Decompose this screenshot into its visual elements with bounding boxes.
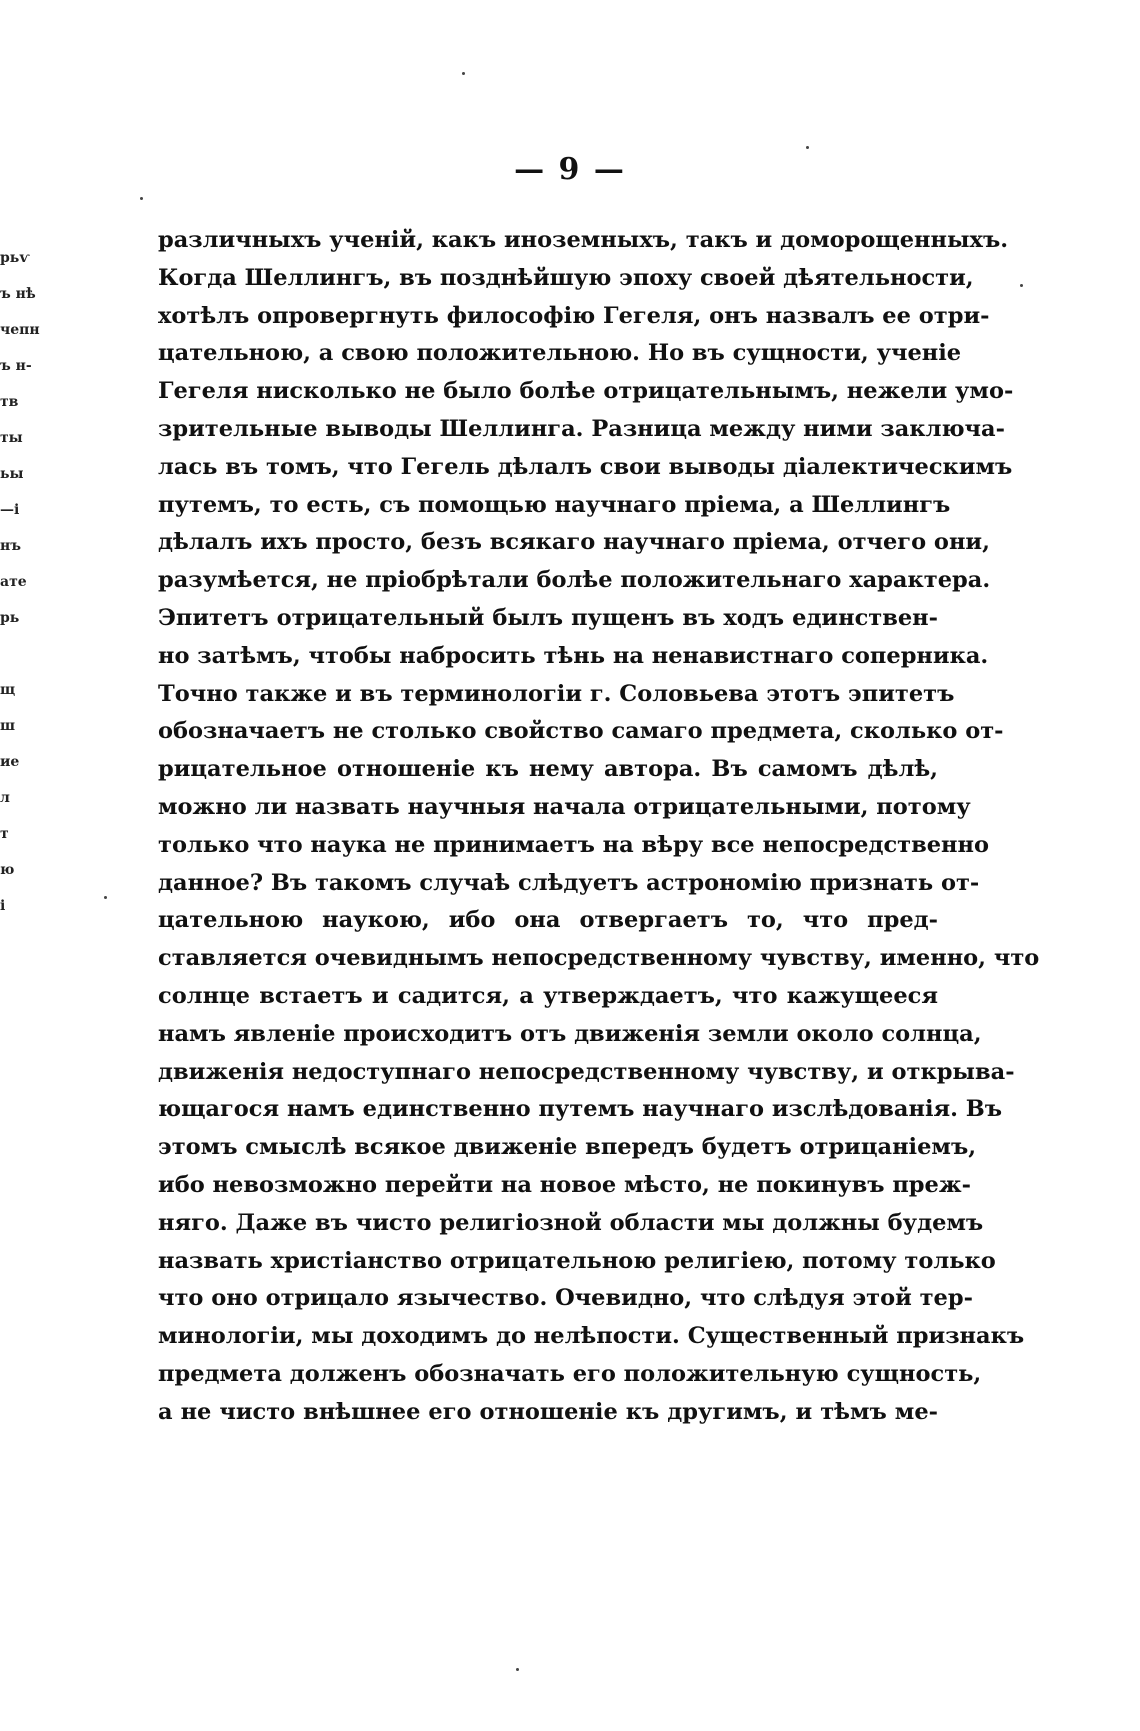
text-line: назвать христіанство отрицательною религіею, потому только: [158, 1247, 996, 1274]
bleed-mark: рьѵ: [0, 250, 30, 266]
text-line: этомъ смыслѣ всякое движеніе впередъ будетъ отрицаніемъ,: [158, 1134, 977, 1161]
bleed-mark: т: [0, 826, 9, 842]
text-line: но затѣмъ, чтобы набросить тѣнь на ненавистнаго соперника.: [158, 642, 989, 669]
text-line: движенія недоступнаго непосредственному чувству, и открыва-: [158, 1058, 1015, 1085]
bleed-mark: рь: [0, 610, 20, 626]
bleed-mark: ю: [0, 862, 15, 878]
bleed-mark: тв: [0, 394, 19, 410]
bleed-mark: ъ н-: [0, 358, 32, 374]
text-line: минологіи, мы доходимъ до нелѣпости. Существенный признакъ: [158, 1323, 1025, 1350]
bleed-mark: ты: [0, 430, 23, 446]
text-line: что оно отрицало язычество. Очевидно, что слѣдуя этой тер-: [158, 1285, 973, 1312]
bleed-mark: щ: [0, 682, 16, 698]
bleed-mark: і: [0, 898, 6, 914]
previous-page-bleed-through: [0, 240, 52, 924]
bleed-mark: —і: [0, 502, 20, 518]
text-line: Точно также и въ терминологіи г. Соловьева этотъ эпитетъ: [158, 680, 955, 707]
text-line: цательною, а свою положительною. Но въ сущности, ученіе: [158, 340, 962, 367]
text-line: Гегеля нисколько не было болѣе отрицательнымъ, нежели умо-: [158, 378, 1014, 405]
text-line: солнце встаетъ и садится, а утверждаетъ, что кажущееся: [158, 982, 938, 1009]
text-line: данное? Въ такомъ случаѣ слѣдуетъ астрономію признать от-: [158, 869, 980, 896]
bleed-mark: л: [0, 790, 10, 806]
bleed-mark: ие: [0, 754, 20, 770]
bleed-mark: чепн: [0, 322, 40, 338]
text-line: можно ли назвать научныя начала отрицательными, потому: [158, 793, 971, 820]
text-line: няго. Даже въ чисто религіозной области мы должны будемъ: [158, 1209, 984, 1236]
bleed-mark: ш: [0, 718, 16, 734]
text-line: различныхъ ученій, какъ иноземныхъ, такъ и доморощенныхъ.: [158, 227, 1009, 253]
text-line: лась въ томъ, что Гегель дѣлалъ свои выводы діалектическимъ: [158, 453, 1013, 480]
body-text: [158, 222, 1040, 1432]
text-line: только что наука не принимаетъ на вѣру все непосредственно: [158, 831, 989, 858]
bleed-mark: ате: [0, 574, 27, 590]
text-line: путемъ, то есть, съ помощью научнаго пріема, а Шеллингъ: [158, 491, 951, 518]
ink-speck: [104, 896, 107, 899]
bleed-mark: ъ нѣ: [0, 286, 36, 302]
text-line: Эпитетъ отрицательный былъ пущенъ въ ходъ единствен-: [158, 604, 938, 631]
text-line: Когда Шеллингъ, въ позднѣйшую эпоху своей дѣятельности,: [158, 264, 974, 291]
text-line: хотѣлъ опровергнуть философію Гегеля, онъ назвалъ ее отри-: [158, 302, 990, 329]
bleed-mark: нъ: [0, 538, 21, 554]
text-line: рицательное отношеніе къ нему автора. Въ самомъ дѣлѣ,: [158, 756, 938, 783]
text-line: ставляется очевиднымъ непосредственному чувству, именно, что: [158, 945, 1040, 972]
bleed-mark: [0, 636, 52, 672]
text-line: зрительные выводы Шеллинга. Разница между ними заключа-: [158, 415, 1005, 442]
text-line: предмета долженъ обозначать его положительную сущность,: [158, 1360, 982, 1387]
text-line: ющагося намъ единственно путемъ научнаго изслѣдованія. Въ: [158, 1096, 1003, 1123]
text-line: дѣлалъ ихъ просто, безъ всякаго научнаго пріема, отчего они,: [158, 529, 990, 556]
text-line: ибо невозможно перейти на новое мѣсто, не покинувъ преж-: [158, 1171, 971, 1198]
ink-speck: [516, 1668, 519, 1671]
ink-speck: [1020, 284, 1023, 287]
ink-speck: [462, 72, 465, 75]
text-line: а не чисто внѣшнее его отношеніе къ другимъ, и тѣмъ ме-: [158, 1398, 938, 1425]
text-line: цательною наукою, ибо она отвергаетъ то, что пред-: [158, 907, 938, 934]
text-line: намъ явленіе происходитъ отъ движенія земли около солнца,: [158, 1020, 982, 1047]
page-number: — 9 —: [514, 152, 626, 187]
bleed-mark: ьы: [0, 466, 24, 482]
ink-speck: [806, 146, 809, 149]
ink-speck: [140, 197, 143, 200]
text-line: обозначаетъ не столько свойство самаго предмета, сколько от-: [158, 718, 1004, 745]
text-line: разумѣется, не пріобрѣтали болѣе положительнаго характера.: [158, 567, 991, 594]
